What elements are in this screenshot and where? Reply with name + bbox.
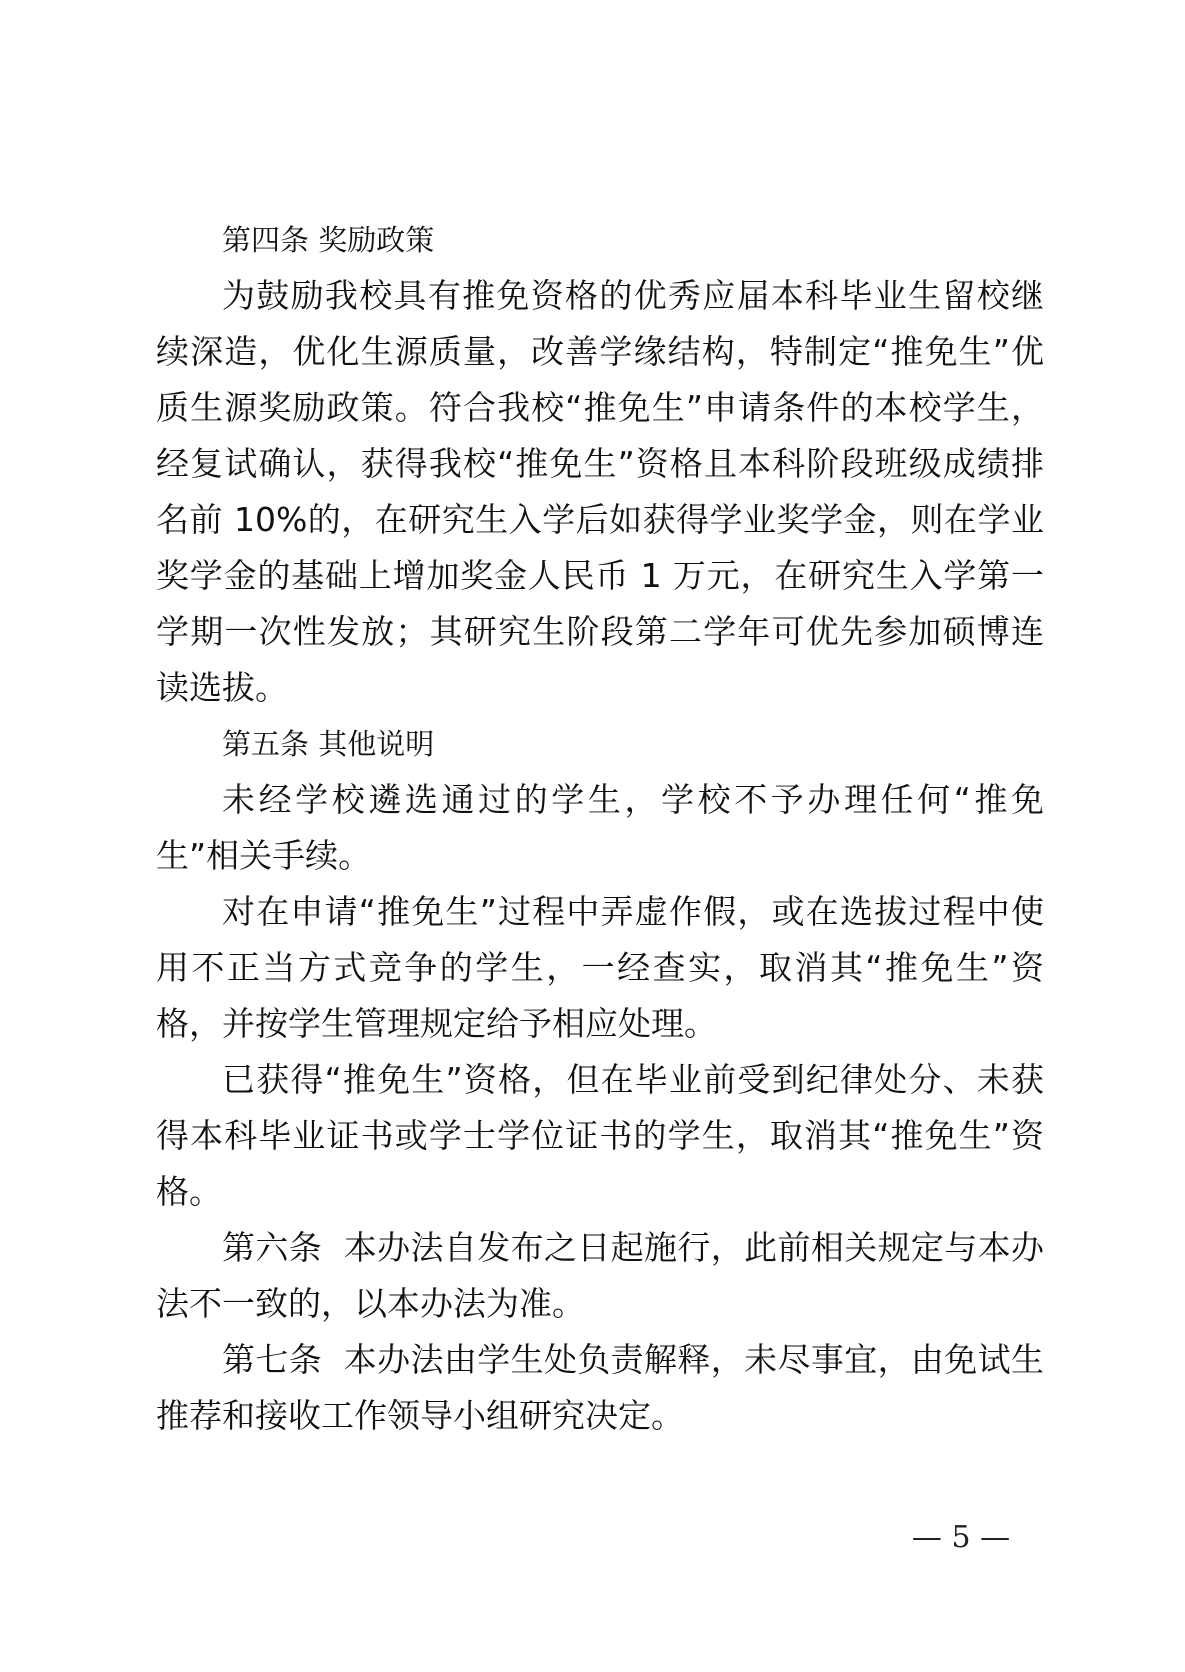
document-body [156, 212, 1044, 1444]
article-6-paragraph [156, 1220, 1044, 1332]
article-6-text: 本办法自发布之日起施行，此前相关规定与本办法不一致的，以本办法为准。 [156, 1228, 1045, 1323]
article-5-paragraph-3: 已获得“推免生”资格，但在毕业前受到纪律处分、未获得本科毕业证书或学士学位证书的学生，取消其“推免生”资格。 [156, 1060, 1044, 1211]
article-4-heading: 第四条 奖励政策 [222, 223, 435, 257]
article-7-text: 本办法由学生处负责解释，未尽事宜，由免试生推荐和接收工作领导小组研究决定。 [156, 1340, 1045, 1435]
article-5-paragraph-1: 未经学校遴选通过的学生，学校不予办理任何“推免生”相关手续。 [156, 780, 1044, 875]
article-7-paragraph [156, 1332, 1044, 1444]
article-5-heading: 第五条 其他说明 [222, 727, 435, 761]
article-6-label: 第六条 [222, 1228, 323, 1267]
page-number: — 5 — [911, 1520, 1011, 1555]
article-7-label: 第七条 [222, 1340, 323, 1379]
article-5-paragraph-2: 对在申请“推免生”过程中弄虚作假，或在选拔过程中使用不正当方式竞争的学生，一经查实，取消其“推免生”资格，并按学生管理规定给予相应处理。 [156, 892, 1044, 1043]
article-4-paragraph: 为鼓励我校具有推免资格的优秀应届本科毕业生留校继续深造，优化生源质量，改善学缘结构，特制定“推免生”优质生源奖励政策。符合我校“推免生”申请条件的本校学生，经复试确认，获得我校“推免生”资格且本科阶段班级成绩排名前 10%的，在研究生入学后如获得学业奖学金，则在学业奖学金的基础上增加奖金人民币 1 万元，在研究生入学第一学期一次性发放；其研究生阶段第二学年可优先参加硕博连读选拔。 [156, 276, 1044, 707]
